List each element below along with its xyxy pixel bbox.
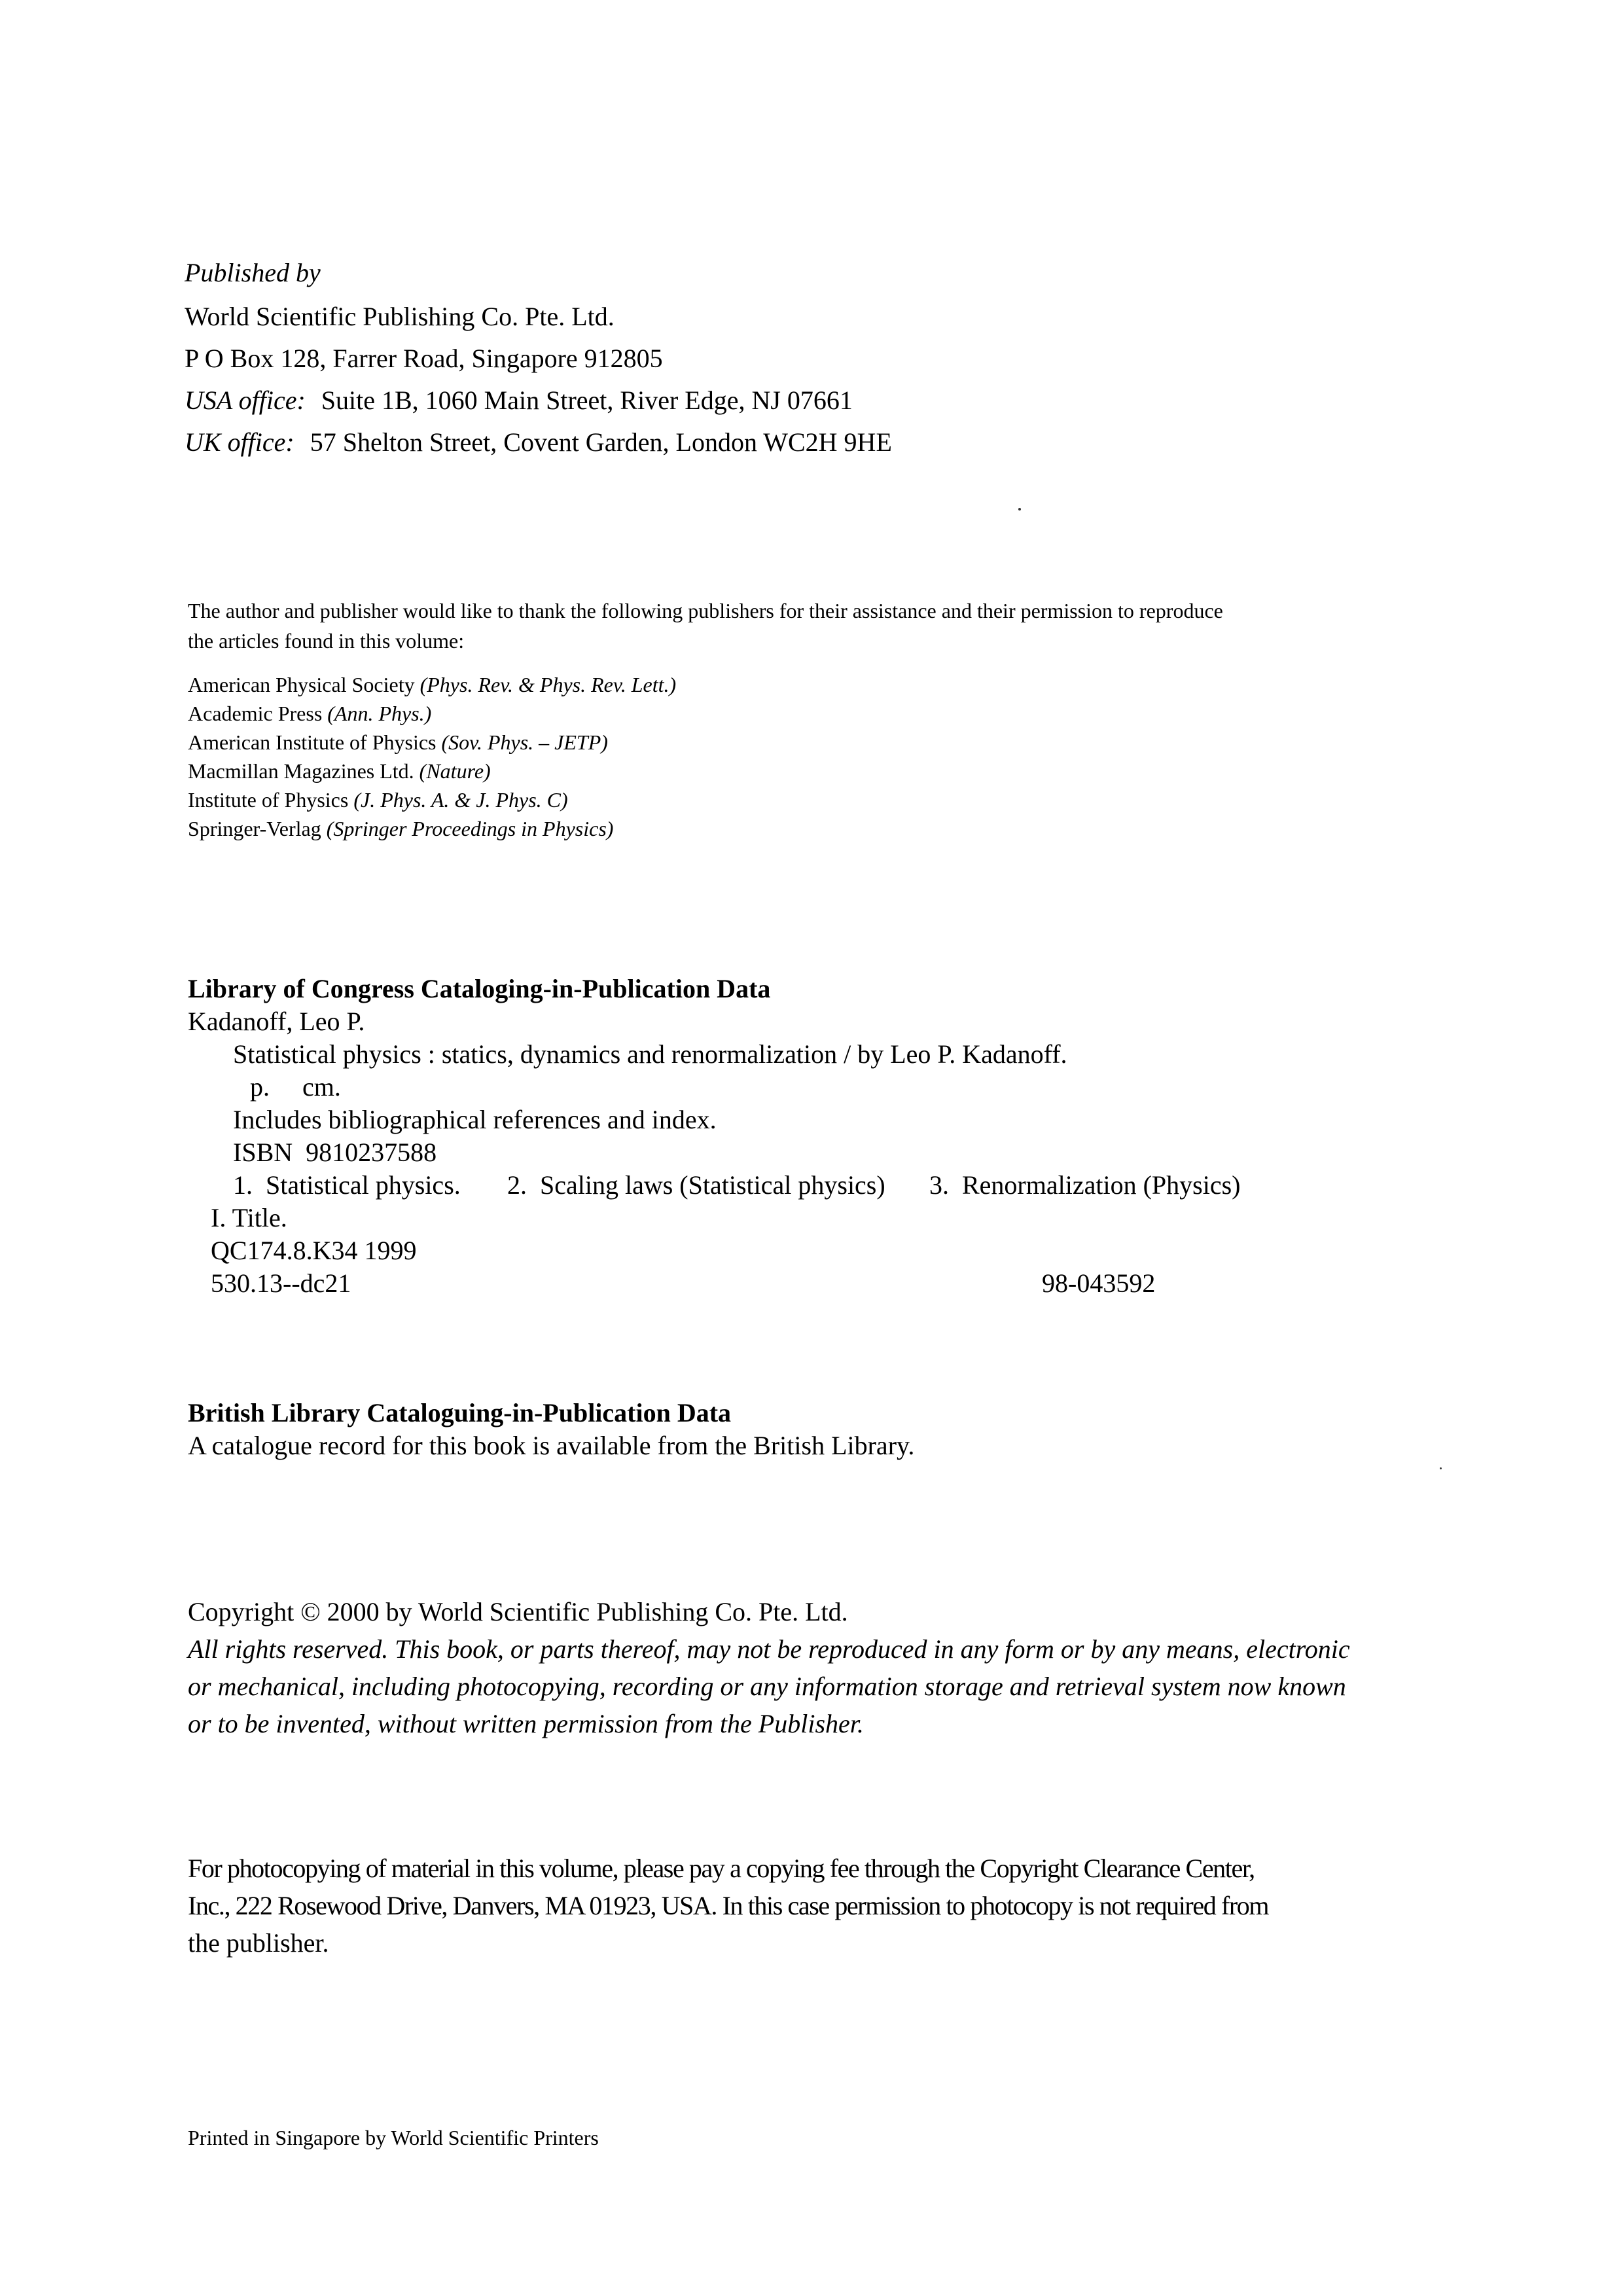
usa-office-address: Suite 1B, 1060 Main Street, River Edge, NJ 07661 (321, 386, 853, 415)
uk-office-label: UK office: (185, 427, 294, 457)
source-journal: (Springer Proceedings in Physics) (326, 817, 614, 840)
photocopy-line-2: Inc., 222 Rosewood Drive, Danvers, MA 01923, USA. In this case permission to photocopy is not required from (188, 1891, 1269, 1920)
source-item (188, 757, 491, 785)
source-item (188, 785, 568, 814)
source-publisher: American Institute of Physics (188, 730, 437, 754)
usa-office (185, 380, 853, 422)
printed-in-footer: Printed in Singapore by World Scientific Printers (188, 2126, 599, 2149)
acknowledgement-line-1: The author and publisher would like to thank the following publishers for their assistance and their permission to reproduce (188, 599, 1223, 622)
uk-office-address: 57 Shelton Street, Covent Garden, London WC2H 9HE (310, 427, 892, 457)
source-publisher: Springer-Verlag (188, 817, 321, 840)
usa-office-label: USA office: (185, 386, 306, 415)
rights-line-1: All rights reserved. This book, or parts thereof, may not be reproduced in any form or by any means, electronic (188, 1634, 1350, 1664)
loc-dewey: 530.13--dc21 (211, 1268, 351, 1298)
loc-subject-1: 1. Statistical physics. (233, 1170, 461, 1200)
publisher-address: P O Box 128, Farrer Road, Singapore 912805 (185, 344, 663, 373)
loc-call-number: QC174.8.K34 1999 (211, 1236, 417, 1265)
loc-lccn: 98-043592 (1042, 1268, 1156, 1298)
photocopy-line-1: For photocopying of material in this volume, please pay a copying fee through the Copyright Clearance Center, (188, 1854, 1255, 1883)
loc-isbn: ISBN 9810237588 (233, 1138, 437, 1167)
acknowledgement-line-2: the articles found in this volume: (188, 629, 465, 653)
bl-heading: British Library Cataloguing-in-Publication Data (188, 1398, 732, 1427)
source-publisher: Institute of Physics (188, 788, 349, 812)
speck-mark (1018, 508, 1021, 511)
source-journal: (Sov. Phys. – JETP) (441, 730, 608, 754)
loc-heading: Library of Congress Cataloging-in-Publication Data (188, 974, 771, 1003)
source-item (188, 670, 676, 699)
photocopy-line-3: the publisher. (188, 1928, 329, 1958)
loc-title: Statistical physics : statics, dynamics and renormalization / by Leo P. Kadanoff. (233, 1039, 1067, 1069)
source-item (188, 814, 613, 843)
bl-text: A catalogue record for this book is available from the British Library. (188, 1431, 915, 1460)
published-by-heading: Published by (185, 258, 321, 287)
source-publisher: Macmillan Magazines Ltd. (188, 759, 414, 783)
source-journal: (Ann. Phys.) (327, 702, 432, 725)
source-journal: (Phys. Rev. & Phys. Rev. Lett.) (419, 673, 677, 696)
rights-line-3: or to be invented, without written permission from the Publisher. (188, 1709, 864, 1738)
publisher-name: World Scientific Publishing Co. Pte. Ltd. (185, 302, 615, 331)
loc-includes: Includes bibliographical references and index. (233, 1105, 717, 1134)
source-publisher: Academic Press (188, 702, 323, 725)
loc-subject-3: 3. Renormalization (Physics) (929, 1170, 1241, 1200)
rights-line-2: or mechanical, including photocopying, recording or any information storage and retrieval system now known (188, 1672, 1346, 1701)
source-journal: (J. Phys. A. & J. Phys. C) (353, 788, 568, 812)
loc-pages: p. cm. (250, 1072, 341, 1102)
loc-title-entry: I. Title. (211, 1203, 287, 1232)
source-publisher: American Physical Society (188, 673, 415, 696)
loc-author: Kadanoff, Leo P. (188, 1007, 365, 1036)
source-item (188, 699, 431, 728)
copyright-line: Copyright © 2000 by World Scientific Publishing Co. Pte. Ltd. (188, 1597, 848, 1626)
source-item (188, 728, 608, 757)
uk-office (185, 422, 892, 463)
source-journal: (Nature) (419, 759, 491, 783)
loc-subject-2: 2. Scaling laws (Statistical physics) (507, 1170, 885, 1200)
speck-mark (1440, 1467, 1442, 1469)
